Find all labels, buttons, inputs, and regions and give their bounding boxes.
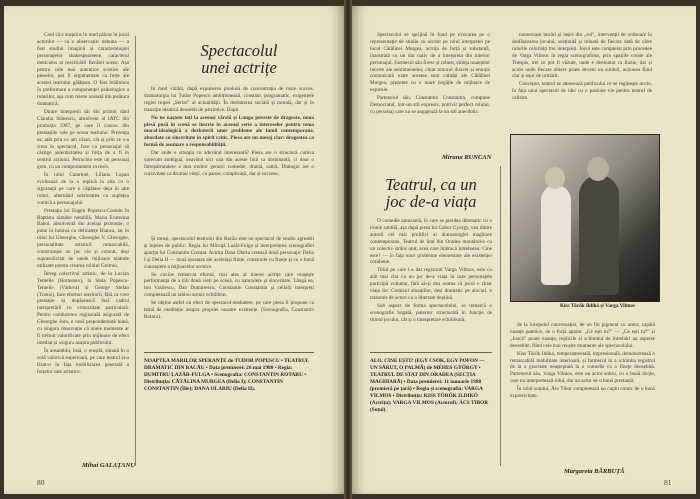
book-gutter [344, 0, 352, 499]
stage-photo [510, 134, 660, 302]
left-col1-signature: Mihai GALAȚANU [82, 462, 135, 469]
right-col4-signature: Margareta BĂRBUȚĂ [564, 468, 625, 475]
left-col2-p5: Se cuvine remarcat efortul, mai ales al tinerei actrițe care reușește performanța de a trăi două vieți pe scenă, cu naturalețe și sinceritate. Lângă ea, Ion Vasilescu, Dan Dumitrescu, Constantin Constantin și ceilalți interpreți completează un tablou scenic echilibrat. [144, 271, 314, 299]
right-column-divider [500, 166, 501, 466]
right-col2-p2: Conceput, teatrul se adresează publicului ce se regăsește acolo, în fața unui spectacol de idei cu o pasiune vie pentru teatrul de calitate. [512, 81, 652, 102]
left-col2-p6: Se obține astfel un efect de spectacol-dezbatere, pe care piesa îl propune ca temă de meditație asupra propriei noastre existențe. (Scenografia, Constantin Rotaru). [144, 300, 314, 320]
photo-figure-actress [541, 185, 571, 285]
left-col1-p3: În rolul Catarinei, Liliana Lupan evoluează de la o replică la alta cu o siguranță pe care o căpătase deja în alte roluri, alternând sobrietatea cu suplețea comică a personajului. [37, 172, 129, 206]
photo-head-actress [545, 167, 565, 189]
right-col-2 [512, 32, 652, 128]
left-page [4, 6, 344, 494]
left-article-title [164, 42, 314, 76]
left-col1-p1: Cred că e surprins în mod plăcut în jocul actorilor — ca o observație: nebuna — a fost studiul imaginii și caracterologiei personajelor shakespeareene, caracterul meticulos al reactivării fiecărei scene. Așa pentru cele mai autentice scenice ale pieselor, pot fi argumentate ca forțe ale acestei teatrului gălățean. O fost întâlnirea în preformare a componenței psihologice a rolurilor, așa cum reiese această din țesătura dramatică. [37, 32, 129, 108]
left-col2-p1: În mod vizibil, după expunerea produsă de concentrația de mare succes, dramaturgia lui Tudor Popescu ambiționează, constant, programatic, exigențele regiei trupei „Sertar” al actualității. În dezbaterea socială și morală, dar și în tranziție ideatică deosebit de patriotice. După [144, 86, 314, 113]
right-credits-text: ALO, CINE EȘTI? (EGY CSÓK, EGY POFON — UN SĂRUT, O PALMĂ) de MÉHES GYÖRGY • TEATRUL DE STAT DIN ORADEA (SECȚIA MAGHIARĂ) • Data premierei: 11 ianuarie 1988 (premieră pe țară) • Regia și scenografia: VARGA VILMOS • Distribuția: KISS TÖRÖK ILDIKÓ (Actrița); VARGA VILMOS (Actorul); ÁCS TIBOR (Soțul). [370, 358, 489, 413]
left-col1-p6: În ansamblu, însă, o reușită, situată în o cotă valorică superioară, pe care teatrul și-a fixat-o în fața mobilizarea generală a forțelor sale artistice. [37, 347, 129, 375]
right-col4-p2: Kiss Török Ildikó, temperamentală, impresională, demonstrează o remarcabilă mobilitate interioară, și farmecul în a schimba registrul de la o gravitate neașteptată la o comedie cu o finețe deosebită. Partenerul său, Varga Vilmos, este un actor sobru, cu o bună dicție, care nu interpretează rolul, dar un actor de o bună prestanță. [510, 350, 655, 385]
left-col-2 [144, 86, 314, 244]
left-column-divider [135, 36, 136, 466]
right-col1-p2: Partenerul său, Constantin Constantin, compune Democratul, într-un stil expresiv, potrivit perfect rolului, cu personaj care nu se angajează la un stil anecdotic. [370, 95, 490, 115]
right-credits-rule [370, 352, 492, 353]
right-col3-p3: Sub aspect de forma spectacolului, se remarcă o scenografie bogată, puternic structurată în funcție de ritmul jocului, cât și o interpretare echilibrată. [370, 302, 492, 323]
photo-head-actor [587, 157, 609, 181]
left-credits-rule [144, 352, 314, 353]
right-article-title [366, 176, 496, 210]
right-title-line1: Teatrul, ca un [385, 175, 477, 194]
right-title-line2: joc de-a viața [385, 192, 477, 211]
left-col2-p4: Și totuși, spectacolul teatrului din Bacău este un spectacol de studio agreabil și înțeles de public. Regia lui Mitruță Lazăr-Fulga și interpretarea scenografiei aparțin lui Constantin Cronțat. Actrița Dana Olariu creează două personaje: Delia I și Delia II — două ipostaze ale aceleiași ființe, construite cu finețe și cu o bună cunoaștere a mijloacelor scenice. [144, 236, 314, 270]
left-title-line1: Spectacolul [200, 41, 278, 60]
left-col-1 [37, 32, 129, 452]
right-col4-p1: de la începutul conversației, de un fin pigment cu umor, capătă nuanțe patetice, de o forță aparte: „Ce ești tu?” — „Ce ești tu?” și „Joacă” poate nuanța, replicile și schimbul de întrebări au aspecte deosebite, fiind cele mai reușite momente ale spectacolului. [510, 322, 655, 349]
right-col2-p1: numeroase intrări și ieșiri din „rol”, intervenții de ordonare în desfășurarea jocului, susținută și reluată de fiecare dată de către rolurile celorlalți trei interpreți. Jocul este completat prin procedee de Varga Vilmos în regia scenografului, prin spațiile create ale Thespis, trei ce pot fi văzute, unde e demontat ca iluzie, dar și acolo unde fiecare obiect poate deveni un simbol, acțiunea fiind clar și ușor de urmărit. [512, 32, 652, 80]
left-credits-box [144, 358, 314, 448]
right-col4-p3: În rolul soțului, Ács Tibor completează un cuplu comic de o bună expresivitate. [510, 386, 655, 400]
left-col-2b [144, 236, 314, 348]
left-page-number: 80 [37, 478, 45, 487]
right-col-4 [510, 322, 655, 464]
left-col2-p2: Nu ne naștem toți la aceeași vârstă și Lunga poveste de dragoste, noua piesă pusă în scenă se înscrie în aceeași serie a intereselor pentru tema moral-ideologică a dezbaterii unor probleme ale lumii contemporane, abordate cu sinceritate în spirit critic. Piesa are un mesaj clar: dragostea ca formă de asumare a responsabilității. [144, 114, 314, 149]
right-col3-p2: Titlul pe care l-a dat regizorul Varga Vilmos, este cu atât mai clar ca un joc de-a viața în care personajele participă voluntar, fără să-și dea seama că jocul e chiar viața lor. Comicul situațiilor, deși dramatic pe alocuri, e transmis de actori cu o libertate deplină. [370, 267, 492, 301]
right-col-1 [370, 32, 490, 144]
right-col3-p1: O comedie amuzantă, în care se pierdea dilematic cu o ironie subtilă, așa după piesa lui Gabor Gyorgy, una dintre autorii cei mai prolifici ai dramaturgiei maghiare contemporane, Teatrul de Stat din Oradea montând-o cu un colectiv strâns unit, acea care îmbracă întrebarea: Cine este? — în fața unor probleme elementare ale existenței cotidiene. [370, 218, 492, 266]
right-col1-signature: Miruna RUNCAN [442, 154, 492, 161]
right-col-3 [370, 218, 492, 348]
left-col2-p3: Dar unde e situația cu adevărat interesantă? Piesa are o structură cumva oarecum ambiguă, neavând nici una din aceste linii ca dominantă, ci doar o întrepătrundere a mai multor genuri: comedie, dramă, satiră. Dialogul are o cursivitate ca drumul vieții, cu pauze, complicații, dar și succese. [144, 150, 314, 177]
left-col1-p5: Întreg colectivul artistic, de la Lucian Temelie (Hortensio), la Stela Popescu-Temelie (Văduva) și George Stefan (Tranio), face eforturi meritorii, fără ca vreo prestație să depășească însă cadrul interpretării cu virtuozitate particulară. Pentru conducerea regizorală asigurată de Gheorghe Jora, e notă preponderentă bună, cu singura observație că unele momente ar fi trebuit valorificate prin mijloace de efect imediat și «sigur» asupra publicului. [37, 270, 129, 346]
left-credits-text: NOAPTEA MARILOR SPERANȚE de TUDOR POPESCU • TEATRUL DRAMATIC DIN BACĂU • Data premierei: 26 mai 1988 • Regia: DUMITRU LAZĂR-FULGA • Scenografia: CONSTANTIN ROTARU • Distribuția: CĂTĂLINA MURGEA (Delia I); CONSTANTIN CONSTANTIN (Ilie); DANA OLARIU (Delia II). [144, 358, 310, 392]
photo-figure-actor [579, 175, 619, 295]
right-col1-p1: Spectacolul se sprijină în fond pe evocarea pe o reprezentație de studio cu accent pe rolul interpretei pe locul Cătălinei Murgea, actrița de forță și substanță, înzestrată cu un dar nativ de a interpreta din interior personajul. Farmecul său firesc și robust, știința nuanțelor incerte ale sentimentelor, chiar umorul discret și emoția comunicată toate acestea sunt calități ale Cătălinei Murgea, prezente cu o mare bogăție de mijloace de expresie. [370, 32, 490, 94]
left-col1-p2: Dintre interpreții săi din primul rând Claudiu Stănescu, absolvent al IATC din promoția 1987, pe care îl cunosc din prestațiile sale pe scena teatrului. Prezența sa, atât prin ce am văzut, cât și prin ce s-a creat în spectacol, face ca personajul să câștige autenticitatea și forța de a fi în centrul acțiunii. Petruchio este un personaj greu, cu un comportament excesiv. [37, 108, 129, 171]
left-col1-p4: Prestația lui Eugen Popescu-Cosmin în Baptista rămâne notabilă, Maria Ecaterina Baboi, absolventă din același promoție, o pune în lumină cu delicatețe Bianca, iar în rolul lui Gheorghe, Gheorghe V. Gheorghe, personalitate artistică remarcabilă, construiește un joc viu și colorat, deși suprasolicitat de unele mijloace teatrale utilizate pentru crearea rolului Gremio. [37, 207, 129, 269]
right-credits-box [370, 358, 492, 462]
photo-caption: Kiss Török Ildikó și Varga Vilmos [560, 303, 635, 309]
right-page-number: 81 [664, 478, 672, 487]
left-title-line2: unei actrițe [201, 58, 277, 77]
